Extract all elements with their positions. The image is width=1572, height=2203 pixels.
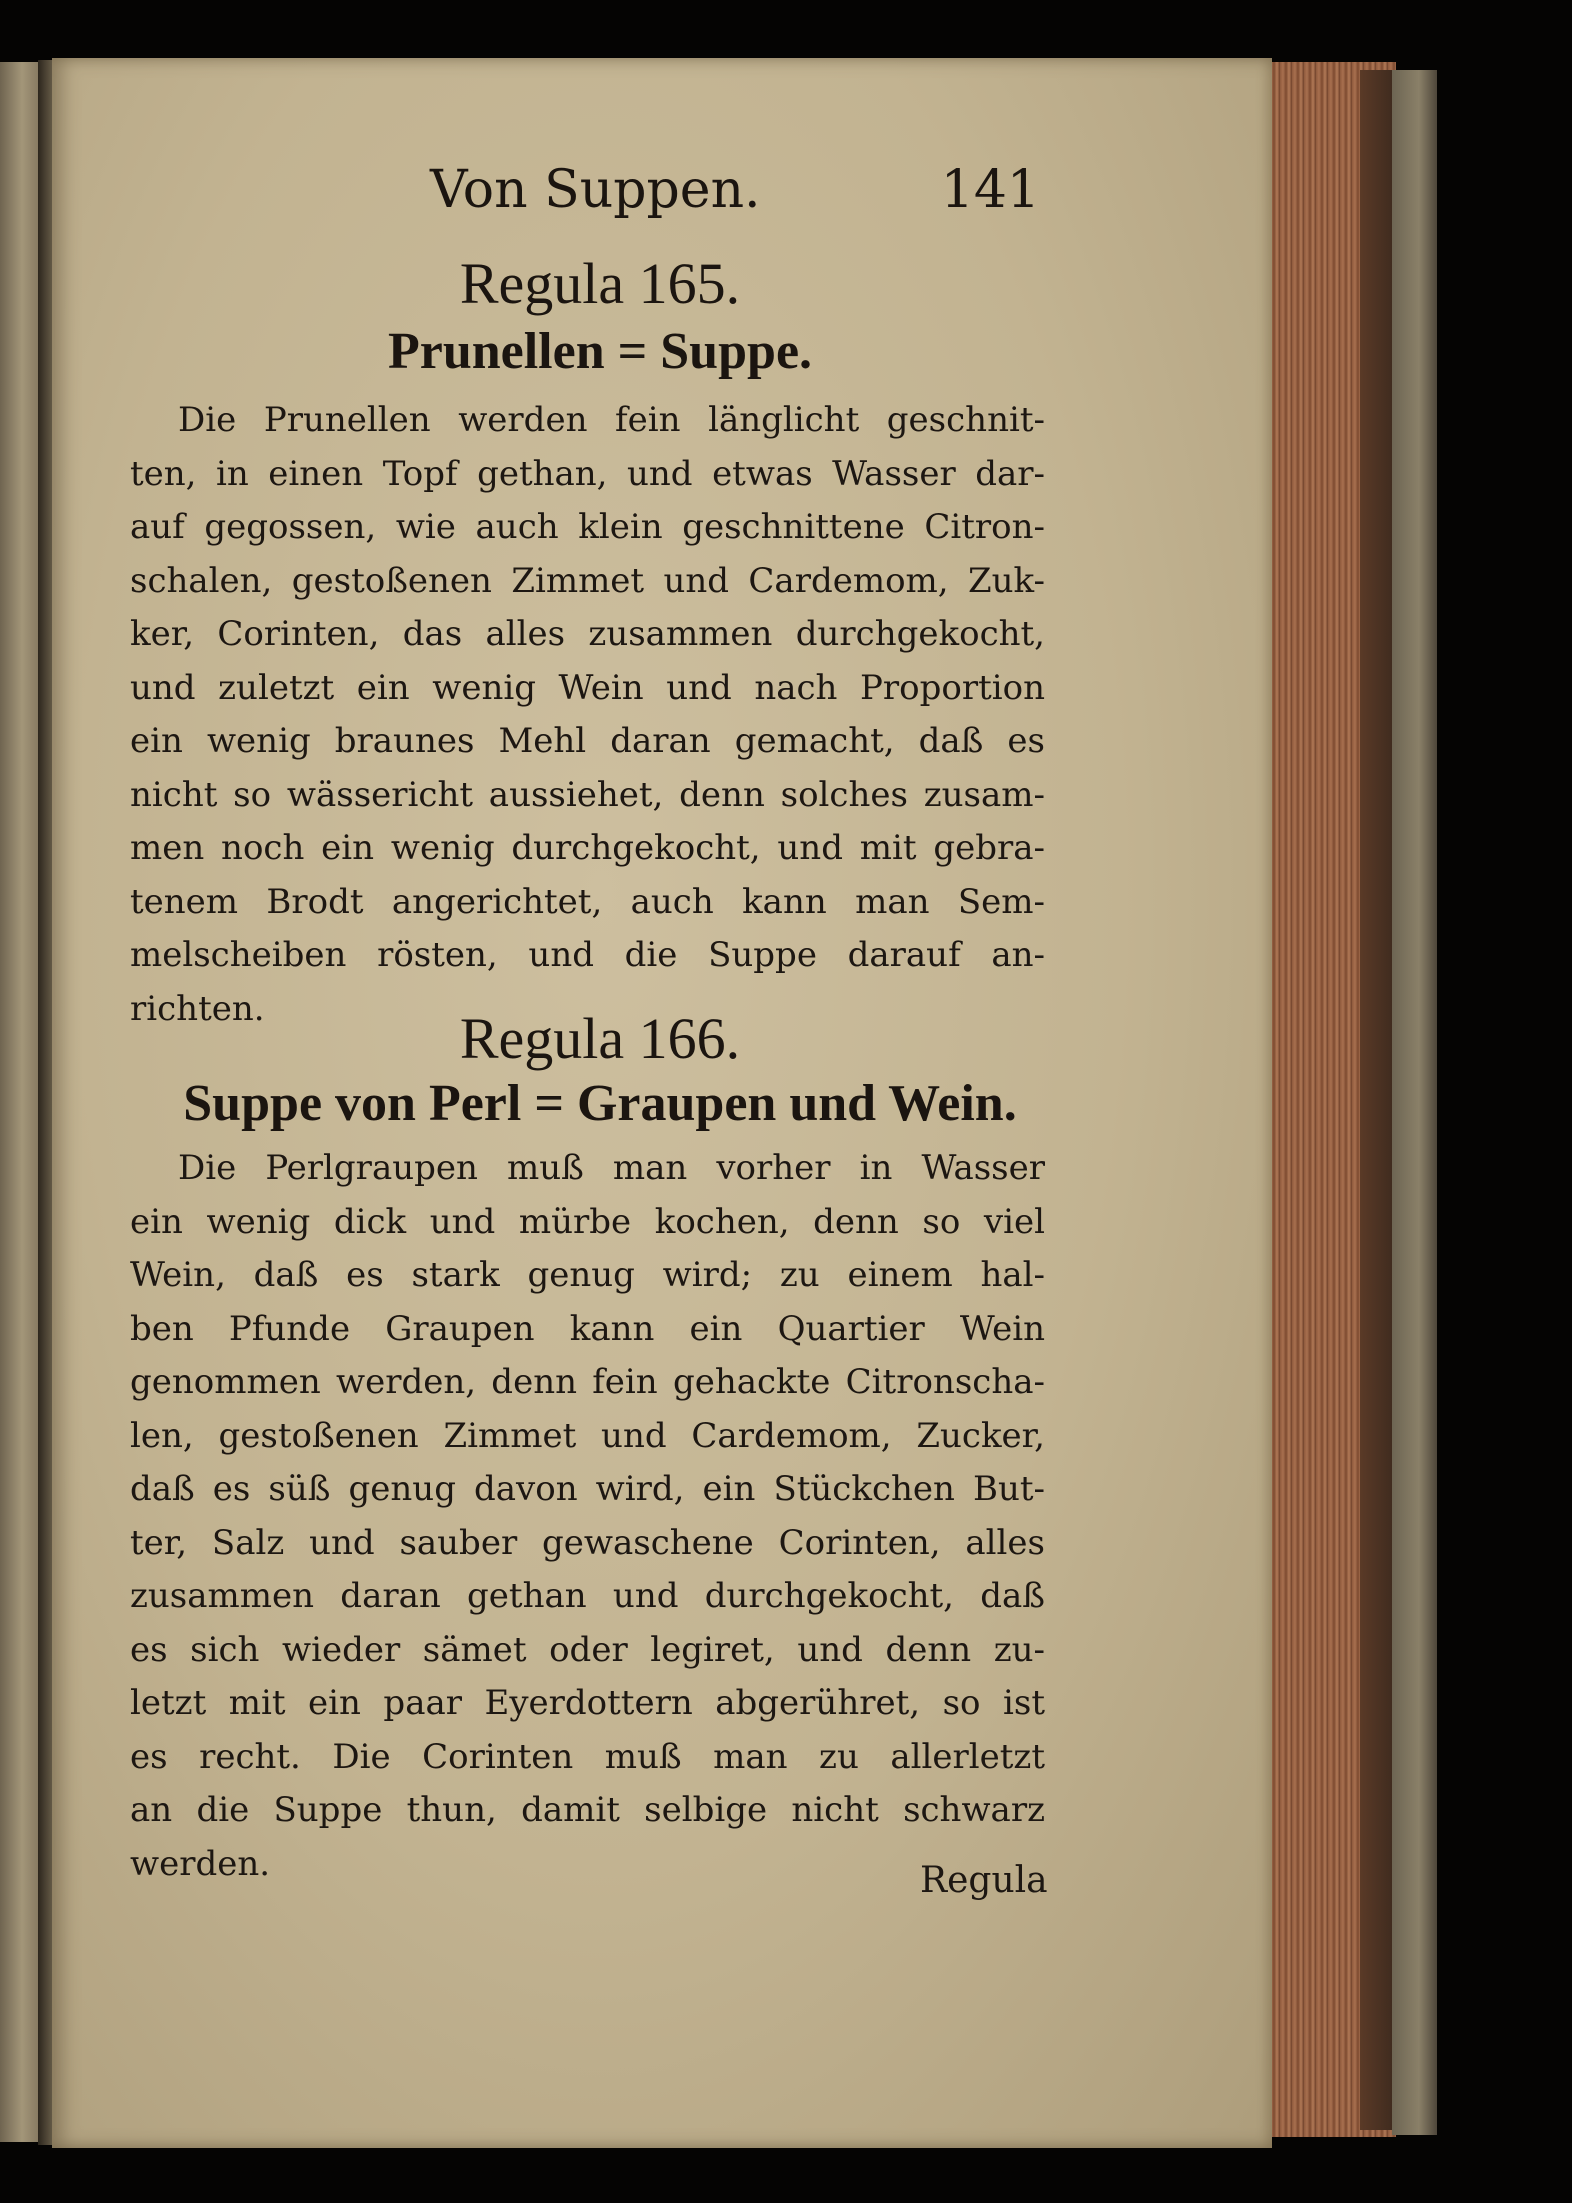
recipe-text-165 — [130, 394, 1045, 1036]
text-line: Die Prunellen werden fein länglicht geschnit- — [178, 400, 1045, 440]
text-line: werden. — [130, 1843, 271, 1884]
text-line: tenem Brodt angerichtet, auch kann man Sem- — [130, 881, 1045, 922]
text-line: es recht. Die Corinten muß man zu allerletzt — [130, 1736, 1045, 1777]
running-head: Von Suppen. — [430, 160, 761, 220]
text-line: daß es süß genug davon wird, ein Stückchen But- — [130, 1469, 1045, 1509]
text-line: es sich wieder sämet oder legiret, und denn zu- — [130, 1629, 1045, 1670]
text-line: ein wenig braunes Mehl daran gemacht, daß es — [130, 721, 1045, 761]
text-line: letzt mit ein paar Eyerdottern abgerühret, so ist — [130, 1683, 1045, 1723]
text-line: Die Perlgraupen muß man vorher in Wasser — [178, 1148, 1045, 1188]
text-line: nicht so wässericht aussiehet, denn solches zusam- — [130, 774, 1045, 815]
page-header — [430, 160, 1070, 230]
text-line: auf gegossen, wie auch klein geschnittene Citron- — [130, 507, 1045, 547]
recipe-text-166 — [130, 1142, 1045, 1891]
text-line: len, gestoßenen Zimmet und Cardemom, Zucker, — [130, 1415, 1045, 1456]
text-line: ben Pfunde Graupen kann ein Quartier Wein — [130, 1308, 1045, 1349]
text-line: ten, in einen Topf gethan, und etwas Wasser dar- — [130, 453, 1045, 494]
regula-heading-165: Regula 165. — [459, 251, 741, 316]
text-line: zusammen daran gethan und durchgekocht, daß — [130, 1576, 1045, 1616]
text-line: ter, Salz und sauber gewaschene Corinten, alles — [130, 1522, 1045, 1563]
text-line: men noch ein wenig durchgekocht, und mit gebra- — [130, 828, 1045, 868]
recipe-title-prunellen-suppe: Prunellen = Suppe. — [387, 323, 813, 380]
book-cover-edge — [1392, 70, 1437, 2135]
left-page-edge — [0, 62, 40, 2142]
text-line: an die Suppe thun, damit selbige nicht schwarz — [130, 1790, 1045, 1830]
text-line: Wein, daß es stark genug wird; zu einem hal- — [130, 1255, 1045, 1295]
text-line: und zuletzt ein wenig Wein und nach Proportion — [130, 667, 1045, 708]
text-line: ker, Corinten, das alles zusammen durchgekocht, — [130, 614, 1045, 654]
recipe-title-perl-graupen-suppe: Suppe von Perl = Graupen und Wein. — [183, 1075, 1017, 1132]
page-number: 141 — [940, 160, 1040, 220]
text-line: richten. — [130, 988, 265, 1029]
text-line: melscheiben rösten, und die Suppe darauf an- — [130, 935, 1045, 975]
catchword: Regula — [920, 1860, 1048, 1901]
text-line: schalen, gestoßenen Zimmet und Cardemom, Zuk- — [130, 560, 1045, 601]
regula-heading-166: Regula 166. — [459, 1006, 741, 1071]
text-line: genommen werden, denn fein gehackte Citronscha- — [130, 1362, 1045, 1402]
text-line: ein wenig dick und mürbe kochen, denn so viel — [130, 1201, 1045, 1242]
